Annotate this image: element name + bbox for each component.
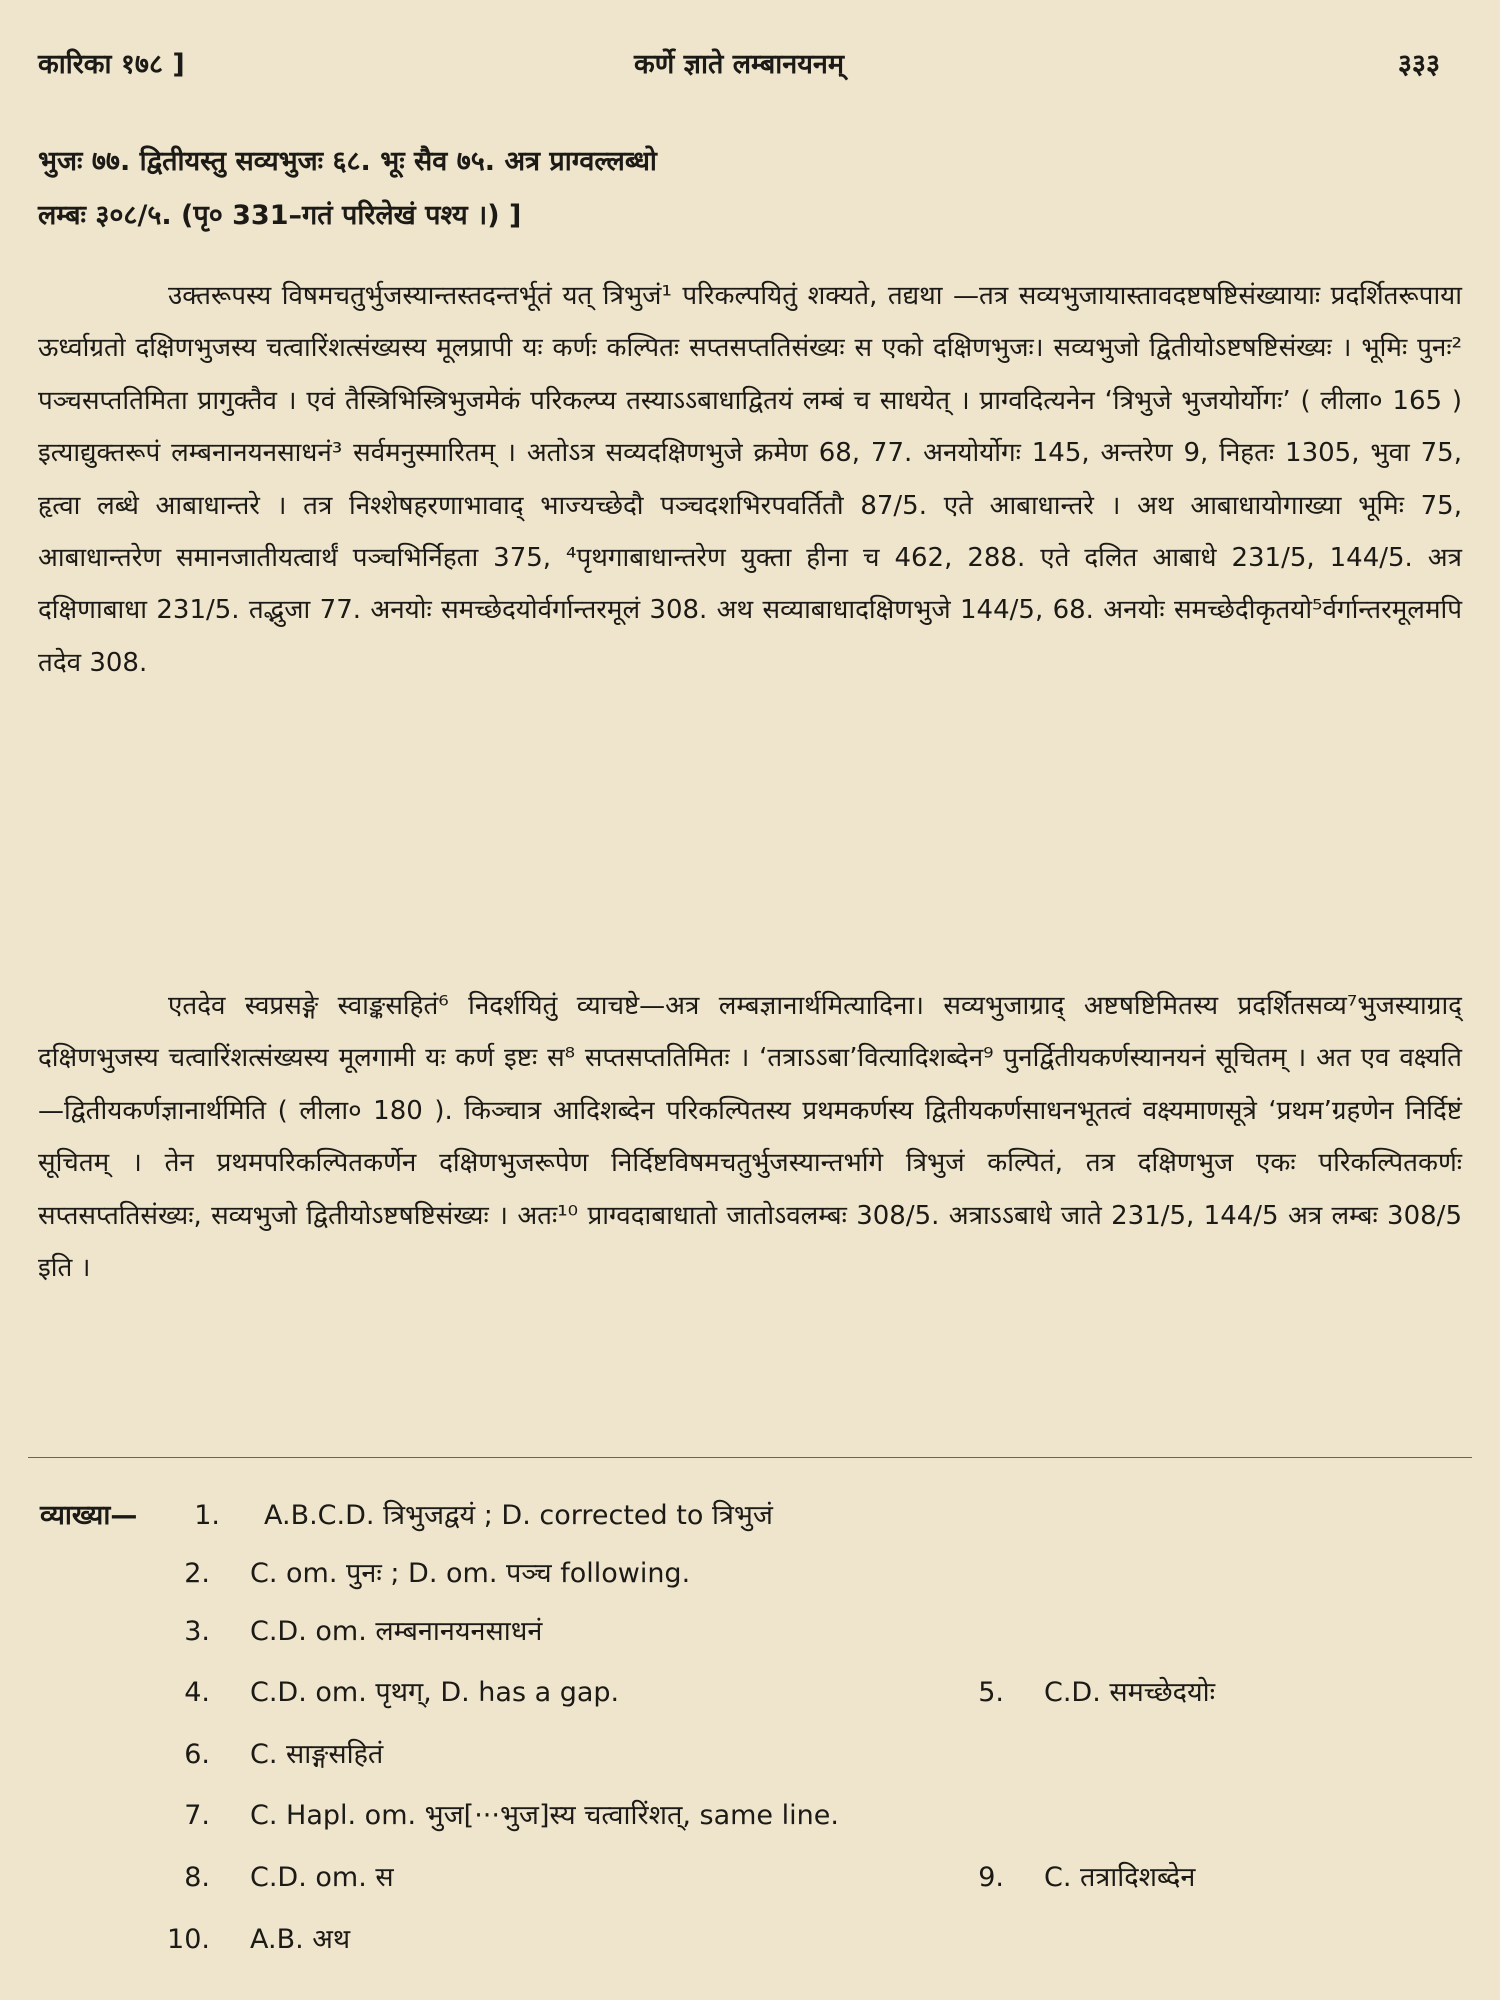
footnote-lead: व्याख्या— bbox=[40, 1500, 138, 1531]
page-number: ३३३ bbox=[1397, 49, 1440, 80]
footnote-text: A.B. अथ bbox=[250, 1924, 351, 1955]
header-karika-ref: कारिका १७८ ] bbox=[38, 49, 185, 80]
footnote-number: 2. bbox=[184, 1558, 210, 1589]
footnote-item bbox=[148, 1556, 690, 1592]
footnote-text: A.B.C.D. त्रिभुजद्वयं ; D. corrected to त्रिभुजं bbox=[264, 1500, 773, 1531]
verse-line: लम्बः ३०८/५. (पृ० 331–गतं परिलेखं पश्य ।) ] bbox=[38, 200, 522, 231]
footnote-item bbox=[942, 1675, 1215, 1711]
footnote-number: 8. bbox=[184, 1862, 210, 1893]
footnote-number: 10. bbox=[167, 1924, 210, 1955]
footnote-number: 4. bbox=[184, 1677, 210, 1708]
footnote-item bbox=[148, 1798, 839, 1834]
footnote-text: C.D. समच्छेदयोः bbox=[1044, 1677, 1216, 1708]
footnote-item bbox=[942, 1860, 1195, 1896]
commentary-text: उक्तरूपस्य विषमचतुर्भुजस्यान्तस्तदन्तर्भूतं यत् त्रिभुजं¹ परिकल्पयितुं शक्यते, तद्यथा —तत्र सव्यभुजायास्तावदष्टषष्टिसंख्यायाः प्रदर्शितरूपाया ऊर्ध्वाग्रतो दक्षिणभुजस्य चत्वारिंशत्संख्यस्य मूलप्रापी यः कर्णः कल्पितः सप्तसप्ततिसंख्यः स एको दक्षिणभुजः। सव्यभुजो द्वितीयोऽष्टषष्टिसंख्यः । भूमिः पुनः² पञ्चसप्ततिमिता प्रागुक्तैव । एवं तैस्त्रिभिस्त्रिभुजमेकं परिकल्प्य तस्याऽऽबाधाद्वितयं लम्बं च साधयेत् । प्राग्वदित्यनेन ‘त्रिभुजे भुजयोर्योगः’ ( लीला० 165 ) इत्याद्युक्तरूपं लम्बनानयनसाधनं³ सर्वमनुस्मारितम् । अतोऽत्र सव्यदक्षिणभुजे क्रमेण 68, 77. अनयोर्योगः 145, अन्तरेण 9, निहतः 1305, भुवा 75, हृत्वा लब्धे आबाधान्तरे । तत्र निश्शेषहरणाभावाद् भाज्यच्छेदौ पञ्चदशभिरपवर्तितौ 87/5. एते आबाधान्तरे । अथ आबाधायोगाख्या भूमिः 75, आबाधान्तरेण समानजातीयत्वार्थं पञ्चभिर्निहता 375, ⁴पृथगाबाधान्तरेण युक्ता हीना च 462, 288. एते दलित आबाधे 231/5, 144/5. अत्र दक्षिणाबाधा 231/5. तद्भुजा 77. अनयोः समच्छेदयोर्वर्गान्तरमूलं 308. अथ सव्याबाधादक्षिणभुजे 144/5, 68. अनयोः समच्छेदीकृतयो⁵र्वर्गान्तरमूलमपि तदेव 308. bbox=[38, 281, 1462, 678]
running-head bbox=[38, 44, 1440, 94]
footnote-item bbox=[148, 1860, 394, 1896]
footnote-number: 7. bbox=[184, 1800, 210, 1831]
footnote-number: 1. bbox=[194, 1500, 220, 1531]
footnote-text: C. साङ्गसहितं bbox=[250, 1739, 384, 1770]
commentary-paragraph-1 bbox=[38, 270, 1462, 689]
footnote-number: 9. bbox=[978, 1862, 1004, 1893]
commentary-paragraph-2 bbox=[38, 980, 1462, 1294]
footnote-text: C.D. om. लम्बनानयनसाधनं bbox=[250, 1616, 543, 1647]
footnote-text: C.D. om. पृथग्, D. has a gap. bbox=[250, 1677, 620, 1708]
footnote-text: C. om. पुनः ; D. om. पञ्च following. bbox=[250, 1558, 691, 1589]
footnote-divider bbox=[28, 1457, 1472, 1458]
footnote-number: 5. bbox=[978, 1677, 1004, 1708]
footnote-item bbox=[148, 1675, 619, 1711]
footnote-item bbox=[148, 1922, 350, 1958]
verse-block bbox=[38, 135, 1462, 243]
footnote-number: 3. bbox=[184, 1616, 210, 1647]
footnote-item bbox=[148, 1737, 383, 1773]
footnote-number: 6. bbox=[184, 1739, 210, 1770]
footnote-text: C. तत्रादिशब्देन bbox=[1044, 1862, 1196, 1893]
footnote-text: C. Hapl. om. भुज[···भुज]स्य चत्वारिंशत्, same line. bbox=[250, 1800, 839, 1831]
footnote-text: C.D. om. स bbox=[250, 1862, 394, 1893]
verse-line: भुजः ७७. द्वितीयस्तु सव्यभुजः ६८. भूः सैव ७५. अत्र प्राग्वल्लब्धो bbox=[38, 146, 657, 177]
header-title: कर्णे ज्ञाते लम्बानयनम् bbox=[633, 49, 845, 80]
commentary-text: एतदेव स्वप्रसङ्गे स्वाङ्कसहितं⁶ निदर्शयितुं व्याचष्टे—अत्र लम्बज्ञानार्थमित्यादिना। सव्यभुजाग्राद् अष्टषष्टिमितस्य प्रदर्शितसव्य⁷भुजस्याग्राद् दक्षिणभुजस्य चत्वारिंशत्संख्यस्य मूलगामी यः कर्ण इष्टः स⁸ सप्तसप्ततिमितः । ‘तत्राऽऽबा’वित्यादिशब्देन⁹ पुनर्द्वितीयकर्णस्यानयनं सूचितम् । अत एव वक्ष्यति—द्वितीयकर्णज्ञानार्थमिति ( लीला० 180 ). किञ्चात्र आदिशब्देन परिकल्पितस्य प्रथमकर्णस्य द्वितीयकर्णसाधनभूतत्वं वक्ष्यमाणसूत्रे ‘प्रथम’ग्रहणेन निर्दिष्टं सूचितम् । तेन प्रथमपरिकल्पितकर्णेन दक्षिणभुजरूपेण निर्दिष्टविषमचतुर्भुजस्यान्तर्भागे त्रिभुजं कल्पितं, तत्र दक्षिणभुज एकः परिकल्पितकर्णः सप्तसप्ततिसंख्यः, सव्यभुजो द्वितीयोऽष्टषष्टिसंख्यः । अतः¹⁰ प्राग्वदाबाधातो जातोऽवलम्बः 308/5. अत्राऽऽबाधे जाते 231/5, 144/5 अत्र लम्बः 308/5 इति । bbox=[38, 991, 1462, 1284]
footnote-item bbox=[148, 1614, 542, 1650]
footnote-item bbox=[40, 1498, 773, 1534]
